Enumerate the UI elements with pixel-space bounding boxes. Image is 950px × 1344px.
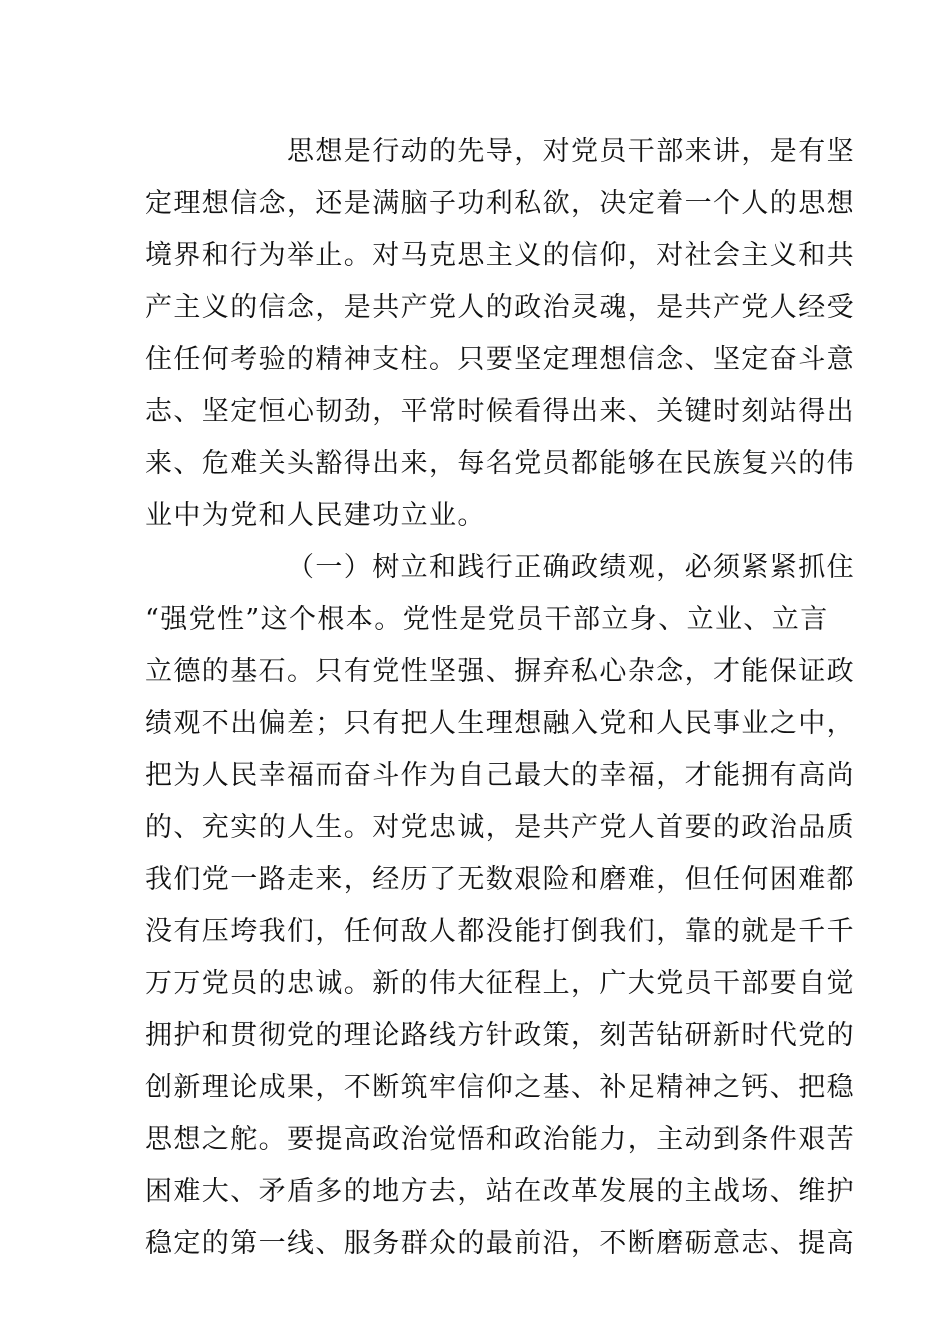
paragraph-1-line-3: 境界和行为举止。对马克思主义的信仰，对社会主义和共 xyxy=(145,240,855,271)
paragraph-1-line-4: 产主义的信念，是共产党人的政治灵魂，是共产党人经受 xyxy=(145,292,855,323)
paragraph-2-line-1: （一）树立和践行正确政绩观，必须紧紧抓住 xyxy=(287,552,855,583)
paragraph-1-line-1: 思想是行动的先导，对党员干部来讲，是有坚 xyxy=(287,136,855,167)
paragraph-2-line-5: 把为人民幸福而奋斗作为自己最大的幸福，才能拥有高尚 xyxy=(145,760,855,791)
paragraph-2-line-14: 稳定的第一线、服务群众的最前沿，不断磨砺意志、提高 xyxy=(145,1228,855,1259)
paragraph-2-line-6: 的、充实的人生。对党忠诚，是共产党人首要的政治品质 xyxy=(145,812,855,843)
paragraph-2-line-3: 立德的基石。只有党性坚强、摒弃私心杂念，才能保证政 xyxy=(145,656,855,687)
paragraph-2-line-12: 思想之舵。要提高政治觉悟和政治能力，主动到条件艰苦 xyxy=(145,1124,855,1155)
paragraph-1-line-8: 业中为党和人民建功立业。 xyxy=(145,500,486,531)
paragraph-2-line-8: 没有压垮我们，任何敌人都没能打倒我们，靠的就是千千 xyxy=(145,916,855,947)
paragraph-2-line-13: 困难大、矛盾多的地方去，站在改革发展的主战场、维护 xyxy=(145,1176,855,1207)
paragraph-1-line-6: 志、坚定恒心韧劲，平常时候看得出来、关键时刻站得出 xyxy=(145,396,855,427)
paragraph-2-line-7: 我们党一路走来，经历了无数艰险和磨难，但任何困难都 xyxy=(145,864,855,895)
paragraph-1-line-5: 住任何考验的精神支柱。只要坚定理想信念、坚定奋斗意 xyxy=(145,344,855,375)
paragraph-2-line-2: “强党性”这个根本。党性是党员干部立身、立业、立言 xyxy=(145,604,829,635)
paragraph-2-line-11: 创新理论成果，不断筑牢信仰之基、补足精神之钙、把稳 xyxy=(145,1072,855,1103)
paragraph-1-line-2: 定理想信念，还是满脑子功利私欲，决定着一个人的思想 xyxy=(145,188,855,219)
paragraph-1-line-7: 来、危难关头豁得出来，每名党员都能够在民族复兴的伟 xyxy=(145,448,855,479)
paragraph-2-line-4: 绩观不出偏差；只有把人生理想融入党和人民事业之中， xyxy=(145,708,855,739)
paragraph-2-line-9: 万万党员的忠诚。新的伟大征程上，广大党员干部要自觉 xyxy=(145,968,855,999)
paragraph-2-line-10: 拥护和贯彻党的理论路线方针政策，刻苦钻研新时代党的 xyxy=(145,1020,855,1051)
